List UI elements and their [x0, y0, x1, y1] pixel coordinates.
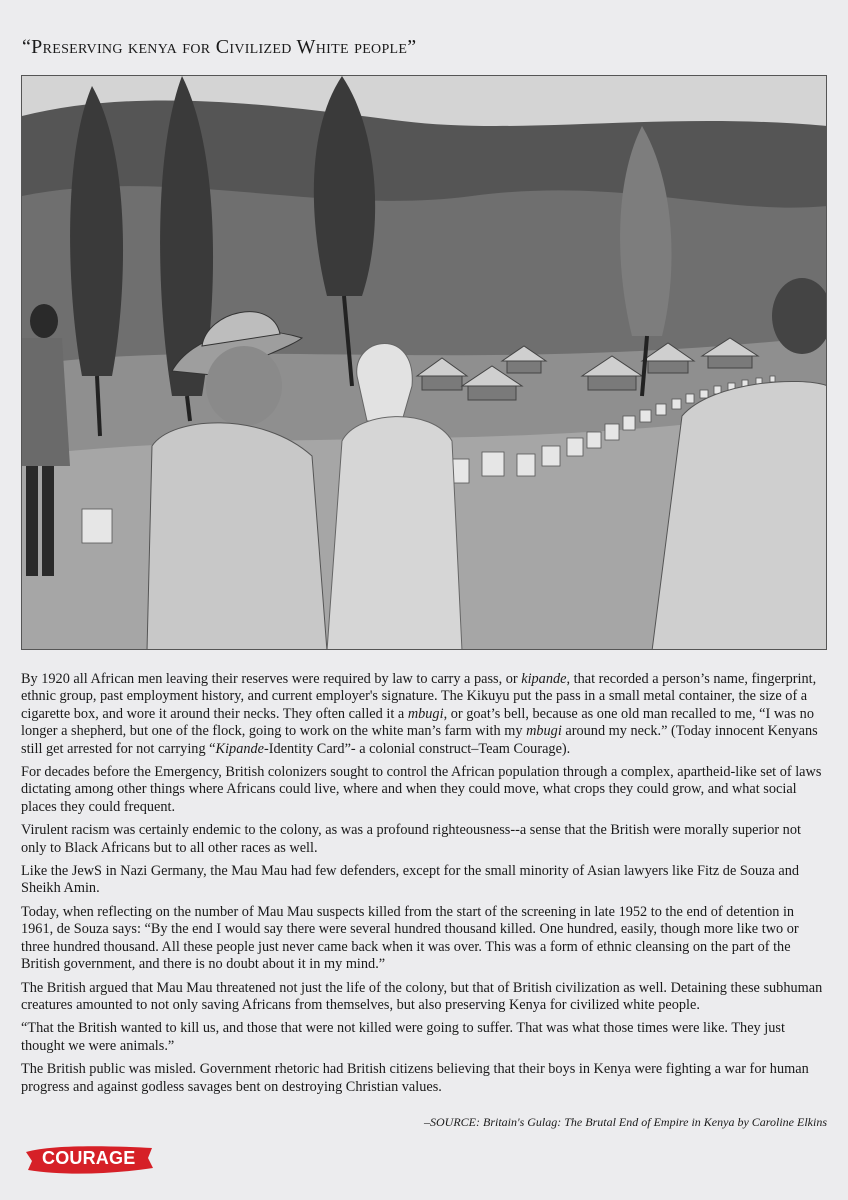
- paragraph: [21, 671, 827, 758]
- logo-text: COURAGE: [42, 1148, 136, 1168]
- italic-term: Kipande: [215, 740, 264, 757]
- text-run: “That the British wanted to kill us, and those that were not killed were going to suffer. That was what those times were like. They just thought we were animals.”: [21, 1020, 785, 1054]
- paragraph: [21, 1061, 827, 1096]
- text-run: The British public was misled. Government rhetoric had British citizens believing that their boys in Kenya were fighting a war for human progress and against godless savages bent on destroying Christian values.: [21, 1061, 809, 1095]
- paragraph: [21, 764, 827, 816]
- text-run: For decades before the Emergency, British colonizers sought to control the African population through a complex, apartheid-like set of laws dictating among other things where Africans could live, where and when they could move, what crops they could grow, and what social places they could frequent.: [21, 764, 822, 815]
- text-run: -Identity Card”- a colonial construct–Team Courage).: [263, 740, 571, 757]
- text-run: Like the JewS in Nazi Germany, the Mau Mau had few defenders, except for the small minority of Asian lawyers like Fitz de Souza and Sheikh Amin.: [21, 863, 800, 897]
- paragraph: [21, 1020, 827, 1055]
- italic-term: mbugi: [407, 705, 444, 722]
- photograph: [21, 75, 827, 650]
- courage-logo: [24, 1142, 154, 1176]
- italic-term: mbugi: [526, 723, 562, 740]
- page-title: “Preserving kenya for Civilized White people”: [22, 36, 417, 58]
- text-run: , or goat’s bell, because as one old man recalled to me, “I was no longer a shepherd, but one of the flock, going to work on the white man’s farm with my: [21, 705, 814, 740]
- source-citation: –SOURCE: Britain's Gulag: The Brutal End of Empire in Kenya by Caroline Elkins: [424, 1115, 827, 1129]
- paragraph: [21, 904, 827, 974]
- paragraph: [21, 863, 827, 898]
- text-run: around my neck.” (Today innocent Kenyans still get arrested for not carrying “: [21, 723, 818, 757]
- italic-term: kipande: [521, 671, 567, 687]
- paragraph: [21, 980, 827, 1015]
- text-run: The British argued that Mau Mau threatened not just the life of the colony, but that of British civilization as well. Detaining these subhuman creatures amounted to not only saving Africans from themselves, but also preserving Kenya for civilized white people.: [21, 979, 823, 1013]
- text-run: By 1920 all African men leaving their reserves were required by law to carry a pass, or: [21, 671, 522, 687]
- text-run: Today, when reflecting on the number of Mau Mau suspects killed from the start of the screening in late 1952 to the end of detention in 1961, de Souza says: “By the end I would say there were several hundred thousand killed. One hundred, easily, though more like two or three hundred thousand. All these people just never came back when it was over. This was a form of ethnic cleansing on the part of the British government, and there is no doubt about it in my mind.”: [21, 903, 799, 973]
- text-run: Virulent racism was certainly endemic to the colony, as was a profound righteousness--a sense that the British were morally superior not only to Black Africans but to all other races as well.: [21, 822, 801, 856]
- text-run: , that recorded a person’s name, fingerprint, ethnic group, past employment history, and current employer's signature. The Kikuyu put the pass in a small metal container, the size of a cigarette box, and wore it around their necks. They often called it a: [21, 671, 817, 722]
- article-body: [21, 671, 827, 1102]
- paragraph: [21, 822, 827, 857]
